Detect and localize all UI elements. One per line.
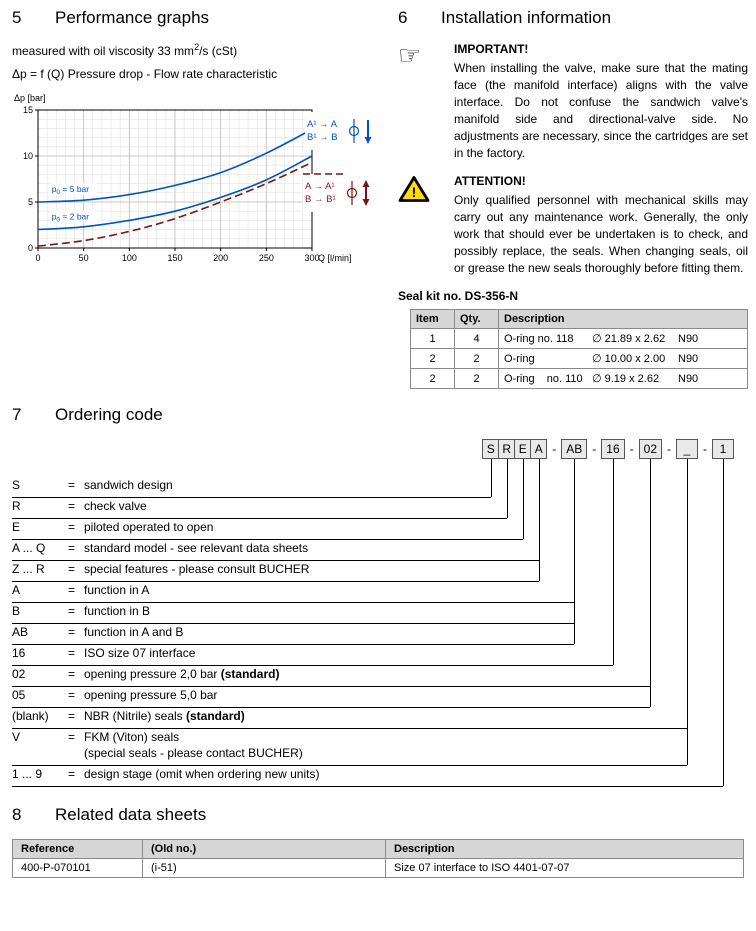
seal-table-header-item: Item xyxy=(411,310,455,329)
seal-qty-cell: 4 xyxy=(455,329,499,349)
characteristic-note: Δp = f (Q) Pressure drop - Flow rate characteristic xyxy=(12,67,278,81)
seal-item-cell: 2 xyxy=(411,349,455,369)
ordering-row-text: piloted operated to open xyxy=(84,520,214,535)
section-5-heading xyxy=(12,8,384,28)
ordering-row-text: opening pressure 5,0 bar xyxy=(84,688,218,703)
ordering-connector-riser xyxy=(491,459,492,497)
equals-sign: = xyxy=(68,604,76,619)
ordering-connector-riser xyxy=(507,459,508,518)
seal-name: O-ring xyxy=(504,353,535,366)
performance-chart xyxy=(12,90,384,270)
seal-item-cell: 1 xyxy=(411,329,455,349)
ordering-code-box-02: 02 xyxy=(639,439,662,459)
ordering-code-separator: - xyxy=(592,442,597,457)
viscosity-note-prefix: measured with oil viscosity 33 mm xyxy=(12,44,195,58)
seal-item-cell: 2 xyxy=(411,369,455,389)
ordering-code-box-s: S xyxy=(482,439,499,459)
ordering-connector-underline xyxy=(12,728,687,729)
important-content xyxy=(444,42,748,162)
y-tick-label: 15 xyxy=(22,105,33,115)
equals-sign: = xyxy=(68,767,76,782)
equals-sign: = xyxy=(68,667,76,682)
ordering-row-16 xyxy=(12,645,748,666)
ordering-row-text-bold: (standard) xyxy=(186,709,245,724)
ordering-code-boxes xyxy=(12,439,748,459)
section-8-title: Related data sheets xyxy=(55,805,207,825)
related-table-header-oldno: (Old no.) xyxy=(143,840,386,859)
legend-text: B¹ → B xyxy=(307,132,338,143)
ordering-row-text: function in A and B xyxy=(84,625,184,640)
section-6-title: Installation information xyxy=(441,8,612,27)
ordering-row-label: S xyxy=(12,478,21,493)
section-6-heading xyxy=(398,8,748,28)
section-7-number: 7 xyxy=(12,405,22,425)
attention-heading: ATTENTION! xyxy=(454,174,526,189)
ordering-connector-underline xyxy=(12,602,574,603)
equals-sign: = xyxy=(68,583,76,598)
legend-bg xyxy=(303,174,375,212)
ordering-row-text: opening pressure 2,0 bar (standard) xyxy=(84,667,280,682)
ordering-row-text: FKM (Viton) seals (special seals - please contact BUCHER) xyxy=(84,729,748,761)
ordering-code-box-a: A xyxy=(530,439,547,459)
equals-sign: = xyxy=(68,562,76,577)
equals-sign: = xyxy=(68,709,76,724)
section-5-title: Performance graphs xyxy=(55,8,210,27)
ordering-connector-riser xyxy=(723,459,724,786)
seal-table-header-description: Description xyxy=(499,310,748,329)
ordering-row-text: special features - please consult BUCHER xyxy=(84,562,310,577)
ordering-connector-riser xyxy=(523,459,524,539)
ordering-row-label: B xyxy=(12,604,21,619)
equals-sign: = xyxy=(68,625,76,640)
legend-text: B → B¹ xyxy=(305,194,336,205)
ordering-connector-underline xyxy=(12,644,574,645)
ordering-connector-underline xyxy=(12,518,507,519)
ordering-row-text-line2: (special seals - please contact BUCHER) xyxy=(84,746,303,761)
x-axis-label: Q [l/min] xyxy=(318,253,352,263)
curve-label: $p_0 = 2$ bar xyxy=(51,211,90,224)
ordering-row-label: R xyxy=(12,499,21,514)
ordering-row-label: V xyxy=(12,730,21,745)
legend-bg xyxy=(305,112,377,150)
seal-description-cell xyxy=(499,349,748,369)
seal-table-row xyxy=(411,329,748,349)
seal-table-row xyxy=(411,349,748,369)
ordering-connector-underline xyxy=(12,665,613,666)
section-7-heading xyxy=(12,405,748,425)
ordering-connector-riser xyxy=(650,459,651,707)
seal-grade: N90 xyxy=(678,333,699,346)
section-5-number: 5 xyxy=(12,8,22,27)
x-tick-label: 50 xyxy=(78,253,89,263)
attention-content xyxy=(444,174,748,277)
ordering-row-v xyxy=(12,729,748,766)
ordering-row-05 xyxy=(12,687,748,708)
ordering-row-text: function in A xyxy=(84,583,150,598)
ordering-connector-riser xyxy=(574,459,575,644)
equals-sign: = xyxy=(68,688,76,703)
legend-text: A → A¹ xyxy=(305,181,335,192)
section-8-number: 8 xyxy=(12,805,22,825)
ordering-row-text: standard model - see relevant data sheets xyxy=(84,541,309,556)
ordering-row-text: sandwich design xyxy=(84,478,173,493)
equals-sign: = xyxy=(68,646,76,661)
ordering-row-label: (blank) xyxy=(12,709,49,724)
ordering-connector-underline xyxy=(12,786,723,787)
ordering-code-box-_: _ xyxy=(676,439,698,459)
pointing-hand-icon xyxy=(398,42,444,162)
equals-sign: = xyxy=(68,499,76,514)
equals-sign: = xyxy=(68,541,76,556)
seal-table-header-row xyxy=(411,310,748,329)
ordering-row-label: 16 xyxy=(12,646,26,661)
ordering-row-1-9 xyxy=(12,766,748,787)
related-old-no-cell: (i-51) xyxy=(143,859,386,878)
ordering-row-label: E xyxy=(12,520,21,535)
y-tick-label: 5 xyxy=(27,197,33,207)
equals-sign: = xyxy=(68,730,76,745)
ordering-code-rows xyxy=(12,477,748,787)
ordering-connector-riser xyxy=(539,459,540,581)
ordering-row-text: check valve xyxy=(84,499,147,514)
x-tick-label: 100 xyxy=(121,253,137,263)
ordering-row-label: Z ... R xyxy=(12,562,45,577)
ordering-connector-underline xyxy=(12,497,491,498)
related-description-cell: Size 07 interface to ISO 4401-07-07 xyxy=(386,859,744,878)
y-tick-label: 0 xyxy=(27,243,33,253)
ordering-row-label: AB xyxy=(12,625,29,640)
ordering-connector-underline xyxy=(12,581,539,582)
seal-dimensions: ∅ 21.89 x 2.62 xyxy=(592,333,666,346)
ordering-code-separator: - xyxy=(552,442,557,457)
ordering-code-separator: - xyxy=(703,442,707,457)
seal-grade: N90 xyxy=(678,373,699,386)
section-8-heading xyxy=(12,805,748,825)
pointing-hand-glyph: ☞ xyxy=(398,40,422,70)
svg-text:!: ! xyxy=(411,184,417,201)
ordering-row-label: 05 xyxy=(12,688,26,703)
seal-dimensions: ∅ 10.00 x 2.00 xyxy=(592,353,666,366)
important-text: When installing the valve, make sure that the mating face (the manifold interface) aligns with the valve interface. Do not confuse the sandwich valve's manifold side and directional-valve side. No adjustments are necessary, since the cartridges are set in the factory. xyxy=(454,61,748,161)
section-6-number: 6 xyxy=(398,8,408,27)
viscosity-note xyxy=(12,42,384,58)
ordering-row-b xyxy=(12,603,748,624)
seal-table-row xyxy=(411,369,748,389)
ordering-connector-underline xyxy=(12,707,650,708)
ordering-row-a xyxy=(12,582,748,603)
seal-name: O-ring no. 118 xyxy=(504,333,574,346)
ordering-row-a-q xyxy=(12,540,748,561)
viscosity-note-suffix: /s (cSt) xyxy=(199,44,238,58)
seal-qty-cell: 2 xyxy=(455,349,499,369)
legend-text: A¹ → A xyxy=(307,119,338,130)
ordering-row-e xyxy=(12,519,748,540)
y-axis-label: Δp [bar] xyxy=(14,93,46,103)
warning-triangle-svg xyxy=(398,175,430,203)
related-table-header-row xyxy=(13,840,744,859)
ordering-code-box-16: 16 xyxy=(601,439,624,459)
equals-sign: = xyxy=(68,478,76,493)
important-block xyxy=(398,42,748,162)
ordering-row-text: design stage (omit when ordering new units) xyxy=(84,767,320,782)
ordering-row-z-r xyxy=(12,561,748,582)
x-tick-label: 200 xyxy=(213,253,229,263)
ordering-row--blank- xyxy=(12,708,748,729)
performance-column xyxy=(12,8,384,389)
ordering-row-text: NBR (Nitrile) seals (standard) xyxy=(84,709,245,724)
x-tick-label: 300 xyxy=(304,253,320,263)
ordering-connector-underline xyxy=(12,765,687,766)
ordering-connector-riser xyxy=(687,459,688,765)
ordering-row-text: ISO size 07 interface xyxy=(84,646,196,661)
ordering-code-box-ab: AB xyxy=(561,439,587,459)
x-tick-label: 150 xyxy=(167,253,183,263)
important-heading: IMPORTANT! xyxy=(454,42,529,56)
seal-name: O-ring no. 110 xyxy=(504,373,583,386)
viscosity-note-superscript: 2 xyxy=(194,42,200,52)
section-7-title: Ordering code xyxy=(55,405,163,425)
seal-qty-cell: 2 xyxy=(455,369,499,389)
performance-chart-svg xyxy=(12,90,380,270)
warning-triangle-icon xyxy=(398,174,444,277)
ordering-row-label: 02 xyxy=(12,667,26,682)
ordering-code-box-1: 1 xyxy=(712,439,734,459)
ordering-connector-underline xyxy=(12,560,539,561)
ordering-row-text: function in B xyxy=(84,604,151,619)
related-data-sheets-table xyxy=(12,839,744,878)
curve-label: $p_0 = 5$ bar xyxy=(51,183,90,196)
seal-grade: N90 xyxy=(678,353,699,366)
related-reference-cell: 400-P-070101 xyxy=(13,859,143,878)
equals-sign: = xyxy=(68,520,76,535)
attention-block xyxy=(398,174,748,277)
seal-dimensions: ∅ 9.19 x 2.62 xyxy=(592,373,660,386)
related-data-sheets-section xyxy=(12,805,748,878)
ordering-row-r xyxy=(12,498,748,519)
ordering-row-label: A xyxy=(12,583,21,598)
seal-table-header-qty: Qty. xyxy=(455,310,499,329)
ordering-connector-underline xyxy=(12,623,574,624)
ordering-connector-underline xyxy=(12,686,650,687)
top-columns xyxy=(12,8,748,389)
seal-kit-label: Seal kit no. DS-356-N xyxy=(398,289,519,304)
attention-text: Only qualified personnel with mechanical skills may carry out any maintenance work. Generally, the only work that should ever be undertaken is to check, and possibly replace, the seals. When changing seals, oil or grease the new seals thoroughly before fitting them. xyxy=(454,193,748,276)
ordering-code-separator: - xyxy=(629,442,634,457)
related-table-header-description: Description xyxy=(386,840,744,859)
ordering-connector-underline xyxy=(12,539,523,540)
seal-description-cell xyxy=(499,329,748,349)
installation-column xyxy=(398,8,748,389)
ordering-row-label: 1 ... 9 xyxy=(12,767,43,782)
seal-kit-table xyxy=(410,309,748,389)
ordering-row-s xyxy=(12,477,748,498)
ordering-row-ab xyxy=(12,624,748,645)
ordering-code-box-e: E xyxy=(514,439,531,459)
ordering-row-02 xyxy=(12,666,748,687)
ordering-code-box-r: R xyxy=(498,439,515,459)
ordering-row-text-bold: (standard) xyxy=(220,667,280,682)
related-table-header-reference: Reference xyxy=(13,840,143,859)
ordering-code-separator: - xyxy=(667,442,671,457)
ordering-code-section xyxy=(12,405,748,787)
seal-description-cell xyxy=(499,369,748,389)
x-tick-label: 0 xyxy=(35,253,41,263)
x-tick-label: 250 xyxy=(258,253,274,263)
y-tick-label: 10 xyxy=(22,151,33,161)
ordering-row-label: A ... Q xyxy=(12,541,46,556)
ordering-connector-riser xyxy=(613,459,614,665)
related-table-row xyxy=(13,859,744,878)
